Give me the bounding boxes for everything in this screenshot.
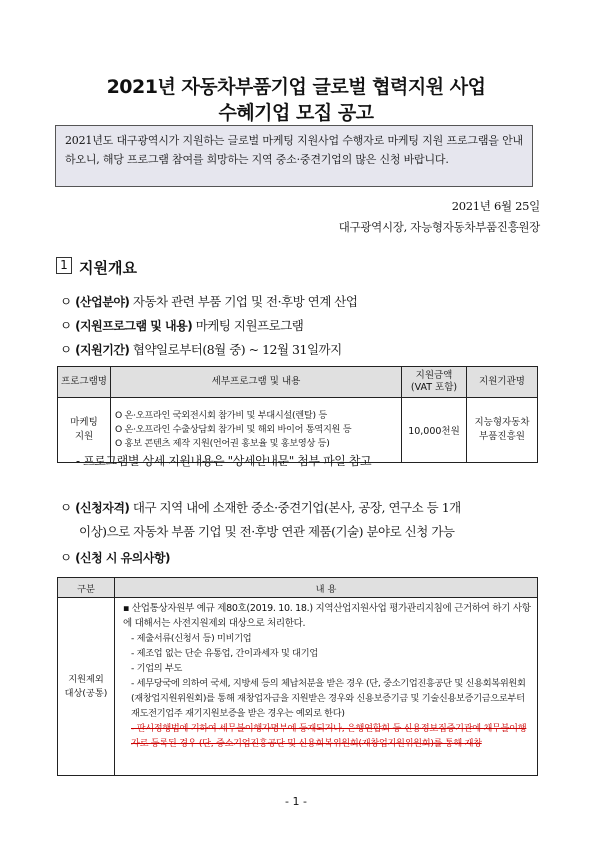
program-table [57,366,538,463]
bullet-program: ㅇ (지원프로그램 및 내용) 마케팅 지원프로그램 [60,318,304,333]
section-heading [56,257,137,278]
program-items: O 온·오프라인 국외전시회 참가비 및 부대시설(렌탈) 등 O 온·오프라인 수출상담회 참가비 및 해외 바이어 통역지원 등 O 홍보 콘텐츠 제작 지원(언어권 홍보율 및 홍보영상 등) [111,398,402,463]
exclusion-item: - 제출서류(신청서 등) 미비기업 [131,633,252,644]
bullet-industry: ㅇ (산업분야) 자동차 관련 부품 기업 및 전·후방 연계 산업 [60,294,358,309]
header-content: 내 용 [115,578,538,598]
exclusion-item: - 제조업 없는 단순 유통업, 간이과세자 및 대기업 [131,648,318,659]
program-agency: 지능형자동차 부품진흥원 [467,398,538,463]
program-amount: 10,000천원 [402,398,467,463]
eligibility-continued: 이상)으로 자동차 부품 기업 및 전·후방 연관 제품(기술) 분야로 신청 가능 [79,524,455,539]
section-number: 1 [56,257,72,274]
bullet-period: ㅇ (지원기간) 협약일로부터(8월 중) ~ 12월 31일까지 [60,342,342,357]
exclusion-label: 지원제외 대상(공통) [58,598,115,776]
exclusion-content [115,598,538,776]
detail-note: - 프로그램별 상세 지원내용은 "상세안내문" 첨부 파일 참고 [76,454,372,468]
bullet-eligibility: ㅇ (신청자격) 대구 지역 내에 소재한 중소·중견기업(본사, 공장, 연구소 등 1개 [60,500,461,515]
intro-box: 2021년도 대구광역시가 지원하는 글로벌 마케팅 지원사업 수행자로 마케팅 지원 프로그램을 안내하오니, 해당 프로그램 참여를 희망하는 지역 중소·중견기업의 많은 신청 바랍니다. [55,125,533,187]
section-title: 지원개요 [79,259,137,277]
caution-table [57,577,538,776]
exclusion-item-struck: - 판시정행법에 기하여 세무불이행자명부에 등재되거나, 은행연합회 등 신용정보집중기관에 채무불이행자로 등록된 경우 (단, 중소기업진흥공단 및 신용회복위원회(재창업지원위원회)를 통해 재창 [131,723,527,749]
table-header-row [58,367,538,398]
exclusion-item: - 기업의 부도 [131,663,183,674]
header-agency: 지원기관명 [467,367,538,398]
table-header-row [58,578,538,598]
page-subtitle: 수혜기업 모집 공고 [218,102,374,124]
table-row [58,598,538,776]
page-title: 2021년 자동차부품기업 글로벌 협력지원 사업 [106,76,486,98]
header-program: 프로그램명 [58,367,111,398]
header-amount: 지원금액 (VAT 포함) [402,367,467,398]
organizers: 대구광역시장, 자능형자동차부품진흥원장 [338,220,540,234]
header-category: 구분 [58,578,115,598]
page-number: - 1 - [285,795,307,808]
exclusion-item: - 세무당국에 의하여 국세, 지방세 등의 체납처분을 받은 경우 (단, 중소기업진흥공단 및 신용회복위원회(재창업지원위원회)를 통해 재창업자금을 지원받은 경우와 신용보증기금 및 기술신용보증기금으로부터 재도전기업주 재기지원보증을 받은 경우는 예외로 한다) [131,678,526,719]
program-name: 마케팅 지원 [58,398,111,463]
announcement-date: 2021년 6월 25일 [451,199,540,213]
bullet-caution: ㅇ (신청 시 유의사항) [60,550,171,565]
exclusion-main: ▪ 산업통상자원부 예규 제80호(2019. 10. 18.) 지역산업지원사업 평가관리지침에 근거하여 하기 사항에 대해서는 사전지원제외 대상으로 처리한다. [123,603,531,629]
header-details: 세부프로그램 및 내용 [111,367,402,398]
